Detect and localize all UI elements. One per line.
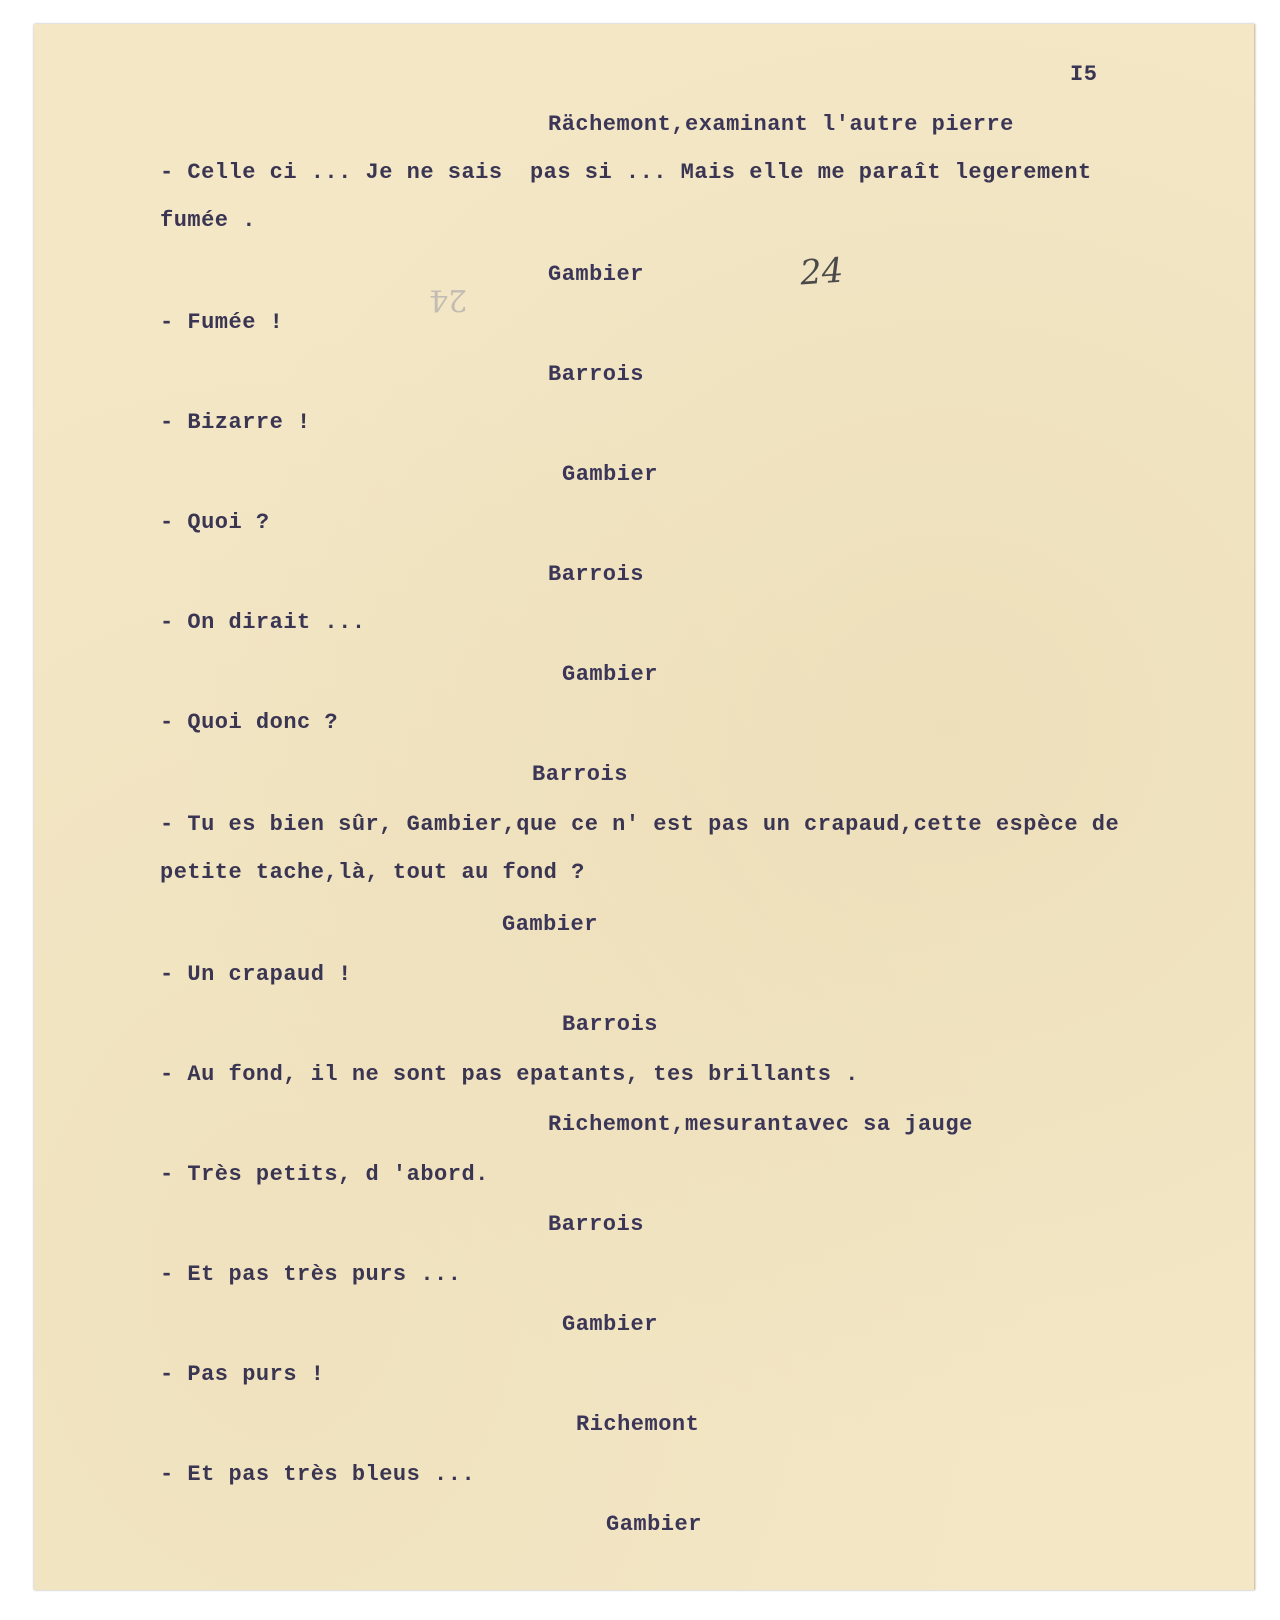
speaker-line: Barrois bbox=[562, 1012, 658, 1037]
speaker-line: Gambier bbox=[562, 662, 658, 687]
dialogue-line: - Et pas très bleus ... bbox=[160, 1462, 476, 1487]
speaker-line: Richemont,mesurantavec sa jauge bbox=[548, 1112, 973, 1137]
speaker-line: Gambier bbox=[548, 262, 644, 287]
dialogue-line: - Un crapaud ! bbox=[160, 962, 352, 987]
dialogue-line: - Celle ci ... Je ne sais pas si ... Mais elle me paraît legerement bbox=[160, 160, 1092, 185]
faint-page-annotation: 24 bbox=[429, 282, 468, 317]
dialogue-line: - Fumée ! bbox=[160, 310, 284, 335]
speaker-line: Barrois bbox=[548, 362, 644, 387]
speaker-line: Barrois bbox=[532, 762, 628, 787]
speaker-line: Gambier bbox=[606, 1512, 702, 1537]
speaker-line: Gambier bbox=[562, 462, 658, 487]
speaker-line: Gambier bbox=[562, 1312, 658, 1337]
dialogue-line: - Au fond, il ne sont pas epatants, tes brillants . bbox=[160, 1062, 859, 1087]
speaker-line: Richemont bbox=[576, 1412, 700, 1437]
dialogue-line: - Et pas très purs ... bbox=[160, 1262, 462, 1287]
speaker-line: Rächemont,examinant l'autre pierre bbox=[548, 112, 1014, 137]
speaker-line: Barrois bbox=[548, 1212, 644, 1237]
dialogue-line: - Bizarre ! bbox=[160, 410, 311, 435]
dialogue-line: - On dirait ... bbox=[160, 610, 366, 635]
dialogue-line: fumée . bbox=[160, 208, 256, 233]
page-number: I5 bbox=[1070, 62, 1098, 87]
dialogue-line: - Quoi donc ? bbox=[160, 710, 339, 735]
dialogue-line: petite tache,là, tout au fond ? bbox=[160, 860, 585, 885]
dialogue-line: - Quoi ? bbox=[160, 510, 270, 535]
dialogue-line: - Tu es bien sûr, Gambier,que ce n' est pas un crapaud,cette espèce de bbox=[160, 812, 1120, 837]
dialogue-line: - Très petits, d 'abord. bbox=[160, 1162, 489, 1187]
typescript-page bbox=[34, 24, 1255, 1590]
dialogue-line: - Pas purs ! bbox=[160, 1362, 325, 1387]
speaker-line: Barrois bbox=[548, 562, 644, 587]
handwritten-page-annotation: 24 bbox=[798, 250, 845, 294]
speaker-line: Gambier bbox=[502, 912, 598, 937]
